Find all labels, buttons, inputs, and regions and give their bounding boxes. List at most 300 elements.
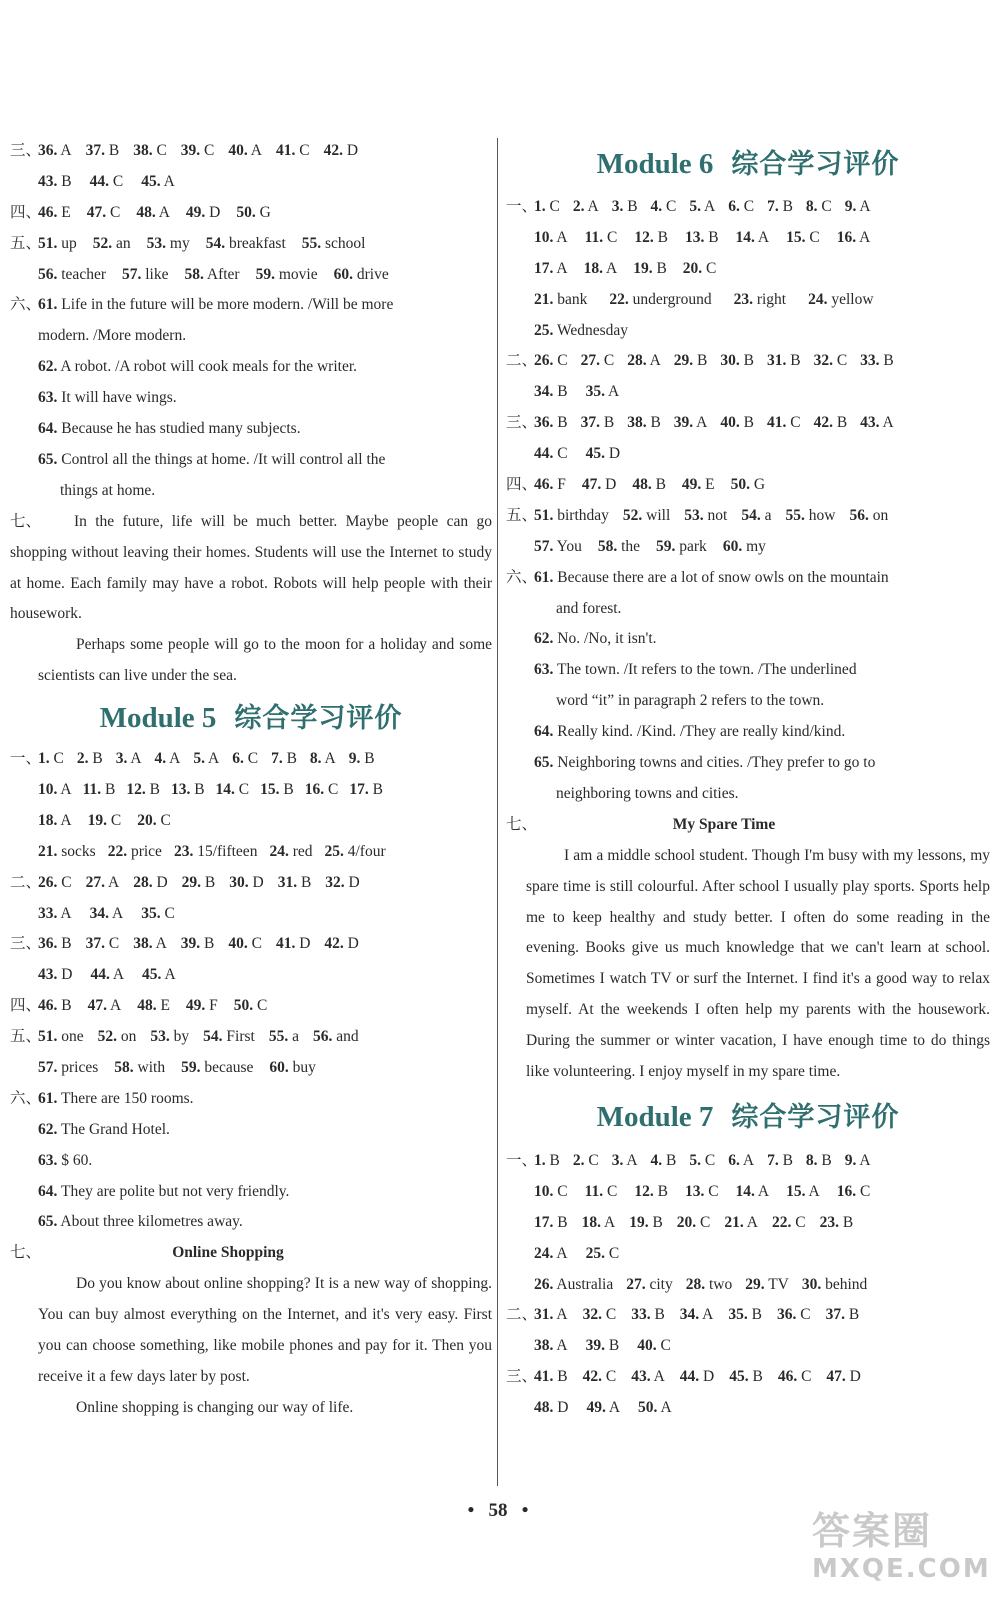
answer-item xyxy=(745,1270,789,1301)
question-number: 53. xyxy=(146,234,167,252)
answer-text: $ 60. xyxy=(61,1151,93,1169)
question-number: 57. xyxy=(122,265,142,283)
answer-value: the xyxy=(617,537,641,555)
answer-item xyxy=(612,1146,638,1177)
answer-value: C xyxy=(156,811,171,829)
answer-item xyxy=(206,229,286,260)
answer-value: A xyxy=(604,383,620,401)
right-column xyxy=(506,136,990,1424)
question-number: 27. xyxy=(626,1275,646,1293)
question-number: 10. xyxy=(38,781,58,799)
m7-sec1-row-3 xyxy=(506,1208,990,1239)
answer-item xyxy=(186,198,220,229)
answer-text: Neighboring towns and cities. /They prefer to go to xyxy=(557,754,876,772)
answer-value: B xyxy=(651,476,666,494)
answer-list xyxy=(534,476,781,493)
m6-q65 xyxy=(506,748,990,779)
answer-value: city xyxy=(645,1275,673,1293)
answer-item xyxy=(38,260,106,291)
answer-value: because xyxy=(200,1059,254,1077)
question-number: 22. xyxy=(107,842,128,860)
answer-item xyxy=(631,1300,665,1331)
answer-value: A xyxy=(856,1151,871,1169)
answer-value: D xyxy=(344,873,360,891)
question-number: 32. xyxy=(582,1306,602,1324)
m5-sec5-row xyxy=(10,1022,492,1053)
question-number: 48. xyxy=(534,1399,554,1417)
answer-value: TV xyxy=(764,1275,789,1293)
answer-value: D xyxy=(601,476,617,494)
answer-value: C xyxy=(57,873,72,891)
answer-item xyxy=(182,868,216,899)
answer-item xyxy=(38,775,72,806)
answer-value: A xyxy=(106,997,122,1015)
question-number: 41. xyxy=(766,414,787,432)
answer-value: C xyxy=(247,935,262,953)
question-number: 39. xyxy=(180,935,201,953)
question-number: 31. xyxy=(766,352,787,370)
question-number: 13. xyxy=(170,781,191,799)
essay-title: Online Shopping xyxy=(172,1244,284,1262)
answer-item xyxy=(305,775,339,806)
question-number: 36. xyxy=(38,142,58,159)
answer-value: B xyxy=(360,750,375,768)
answer-value: B xyxy=(650,1306,665,1324)
question-number: 65. xyxy=(534,754,554,772)
answer-value: C xyxy=(295,142,310,159)
answer-item xyxy=(232,744,258,775)
question-number: 49. xyxy=(185,203,206,221)
answer-value: B xyxy=(279,781,294,799)
answer-item xyxy=(680,1300,714,1331)
question-number: 43. xyxy=(860,414,880,432)
answer-value: will xyxy=(642,506,671,524)
answer-text: Life in the future will be more modern. /Will be more xyxy=(61,296,394,314)
answer-item xyxy=(114,1053,165,1084)
m7-sec2-row xyxy=(506,1300,990,1331)
question-number: 49. xyxy=(185,997,206,1015)
question-number: 25. xyxy=(534,321,554,339)
answer-value: B xyxy=(844,1306,860,1324)
answer-item xyxy=(814,408,848,439)
answer-item xyxy=(808,285,873,316)
question-number: 24. xyxy=(808,290,828,308)
answer-value: A xyxy=(152,935,167,953)
answer-value: A xyxy=(166,750,181,768)
answer-value: A xyxy=(657,1399,672,1417)
answer-item xyxy=(720,408,754,439)
answer-item xyxy=(627,408,661,439)
answer-item xyxy=(87,198,121,229)
answer-value: with xyxy=(133,1059,166,1077)
answer-value: A xyxy=(743,1213,758,1231)
answer-item xyxy=(585,1177,618,1208)
page-number-value: 58 xyxy=(488,1500,508,1521)
answer-value: C xyxy=(696,1213,711,1231)
answer-item xyxy=(623,501,670,532)
answer-value: B xyxy=(739,352,754,370)
section-marker: 五、 xyxy=(10,234,42,252)
answer-item xyxy=(586,1331,620,1362)
question-number: 39. xyxy=(180,142,201,159)
m5-sec1-row-4 xyxy=(10,837,492,868)
question-number: 60. xyxy=(722,537,743,555)
answer-item xyxy=(612,192,638,223)
answer-list xyxy=(534,383,637,400)
question-number: 22. xyxy=(771,1213,792,1231)
section-marker: 一、 xyxy=(506,198,538,215)
question-number: 20. xyxy=(682,259,703,277)
m4-q63 xyxy=(10,383,492,414)
m7-sec1-row-4 xyxy=(506,1239,990,1270)
answer-item xyxy=(534,1331,568,1362)
answer-item xyxy=(38,229,77,260)
answer-item xyxy=(638,1393,672,1424)
answer-item xyxy=(313,1022,359,1053)
answer-item xyxy=(680,1362,714,1393)
question-number: 28. xyxy=(133,873,153,891)
answer-value: A xyxy=(856,198,871,215)
answer-item xyxy=(634,1177,668,1208)
answer-value: park xyxy=(675,537,707,555)
question-number: 14. xyxy=(735,228,755,246)
answer-item xyxy=(683,254,717,285)
answer-item xyxy=(260,775,294,806)
answer-item xyxy=(38,167,72,198)
question-number: 9. xyxy=(348,750,361,768)
question-number: 19. xyxy=(633,259,653,277)
question-number: 43. xyxy=(38,966,58,984)
question-number: 37. xyxy=(825,1306,845,1324)
answer-item xyxy=(534,285,587,316)
section-marker: 一、 xyxy=(10,750,42,768)
answer-value: C xyxy=(796,1306,811,1324)
answer-value: B xyxy=(832,414,848,432)
m4-sec5-row xyxy=(10,229,492,260)
answer-value: B xyxy=(101,781,116,799)
answer-item xyxy=(637,1331,671,1362)
answer-item xyxy=(38,899,72,930)
answer-value: B xyxy=(704,228,719,246)
question-number: 6. xyxy=(728,1151,740,1169)
answer-value: C xyxy=(553,352,568,370)
answer-list xyxy=(38,142,372,159)
m4-sec3-row-2 xyxy=(10,167,492,198)
question-number: 65. xyxy=(38,450,58,468)
question-number: 47. xyxy=(86,203,107,221)
answer-item xyxy=(171,775,205,806)
answer-value: A xyxy=(602,259,618,277)
answer-value: B xyxy=(190,781,205,799)
answer-value: D xyxy=(343,935,359,953)
m5-q65 xyxy=(10,1207,492,1238)
answer-value: C xyxy=(234,781,250,799)
watermark-text: 答案圈 xyxy=(812,1509,933,1553)
section-marker: 七、 xyxy=(10,1244,42,1262)
answer-value: B xyxy=(653,228,668,246)
m6-sec1-row-4 xyxy=(506,285,990,316)
question-number: 38. xyxy=(534,1337,554,1355)
section-marker: 四、 xyxy=(506,476,538,494)
answer-item xyxy=(728,1146,754,1177)
answer-value: B xyxy=(599,414,615,432)
answer-list xyxy=(38,874,374,891)
question-number: 64. xyxy=(534,723,554,741)
m5-q63 xyxy=(10,1146,492,1177)
answer-value: B xyxy=(838,1213,854,1231)
answer-value: G xyxy=(255,203,271,221)
answer-list xyxy=(38,966,194,983)
section-marker: 六、 xyxy=(506,568,538,586)
answer-value: one xyxy=(57,1028,84,1046)
question-number: 5. xyxy=(193,750,205,768)
answer-list xyxy=(38,935,373,952)
answer-item xyxy=(86,868,120,899)
question-number: 50. xyxy=(236,203,256,221)
question-number: 56. xyxy=(312,1028,333,1046)
answer-text: Control all the things at home. /It will control all the xyxy=(61,450,386,468)
answer-value: Australia xyxy=(553,1275,614,1293)
answer-list xyxy=(534,229,887,246)
answer-value: red xyxy=(288,842,313,860)
question-number: 38. xyxy=(133,935,153,953)
answer-value: A xyxy=(553,1337,568,1355)
answer-item xyxy=(256,260,318,291)
answer-value: F xyxy=(205,997,218,1015)
m6-sec2-row-2 xyxy=(506,377,990,408)
question-number: 63. xyxy=(38,389,58,407)
answer-item xyxy=(141,899,175,930)
answer-value: B xyxy=(604,1337,620,1355)
question-number: 42. xyxy=(323,142,343,159)
answer-value: B xyxy=(57,935,72,953)
answer-item xyxy=(736,223,770,254)
answer-item xyxy=(534,439,568,470)
m6-q61-cont xyxy=(506,594,990,625)
answer-value: C xyxy=(553,1182,568,1200)
answer-value: D xyxy=(152,873,168,891)
question-number: 65. xyxy=(38,1213,58,1231)
question-number: 29. xyxy=(673,352,694,370)
question-number: 33. xyxy=(631,1306,651,1324)
answer-item xyxy=(772,1208,806,1239)
answer-value: drive xyxy=(352,265,389,283)
answer-item xyxy=(269,837,312,868)
answer-item xyxy=(534,1393,568,1424)
answer-item xyxy=(116,744,142,775)
answer-value: B xyxy=(201,873,216,891)
question-number: 40. xyxy=(228,142,248,159)
answer-text: It will have wings. xyxy=(61,389,177,407)
question-number: 59. xyxy=(181,1059,201,1077)
question-number: 60. xyxy=(333,265,353,283)
question-number: 38. xyxy=(627,414,647,432)
answer-item xyxy=(767,408,801,439)
question-number: 33. xyxy=(38,904,58,922)
m7-sec3-row-2 xyxy=(506,1393,990,1424)
answer-item xyxy=(325,837,386,868)
question-number: 37. xyxy=(85,142,105,159)
question-number: 46. xyxy=(38,997,58,1015)
answer-item xyxy=(731,470,765,501)
m5-q64 xyxy=(10,1177,492,1208)
m4-sec3-row xyxy=(10,136,492,167)
answer-value: A xyxy=(739,1151,755,1169)
answer-item xyxy=(90,899,124,930)
answer-item xyxy=(534,316,628,347)
answer-value: behind xyxy=(821,1275,868,1293)
answer-item xyxy=(38,991,72,1022)
question-number: 54. xyxy=(205,234,226,252)
answer-list xyxy=(38,843,398,860)
answer-item xyxy=(38,960,72,991)
answer-value: A xyxy=(584,198,599,215)
answer-item xyxy=(534,346,568,377)
question-number: 53. xyxy=(684,506,704,524)
answer-item xyxy=(147,229,190,260)
column-divider xyxy=(497,138,498,1486)
question-number: 27. xyxy=(580,352,600,370)
question-number: 8. xyxy=(805,198,818,215)
question-number: 20. xyxy=(676,1213,697,1231)
answer-value: not xyxy=(703,506,728,524)
question-number: 62. xyxy=(38,1120,58,1138)
question-number: 24. xyxy=(534,1244,554,1262)
answer-text: Really kind. /Kind. /They are really kind/kind. xyxy=(557,723,846,741)
question-number: 4. xyxy=(650,198,663,215)
answer-text: and forest. xyxy=(556,599,622,617)
answer-list xyxy=(38,204,287,221)
answer-value: C xyxy=(797,1368,812,1386)
question-number: 28. xyxy=(685,1275,706,1293)
answer-text: There are 150 rooms. xyxy=(60,1089,194,1107)
answer-value: buy xyxy=(288,1059,316,1077)
m7-sec1-row xyxy=(506,1146,990,1177)
answer-value: C xyxy=(108,172,124,190)
answer-value: C xyxy=(856,1182,871,1200)
answer-value: B xyxy=(553,383,568,401)
m6-sec5-row-2 xyxy=(506,532,990,563)
m4-q65 xyxy=(10,445,492,476)
answer-item xyxy=(728,1300,762,1331)
m6-sec5-row xyxy=(506,501,990,532)
question-number: 14. xyxy=(735,1182,755,1200)
question-number: 13. xyxy=(684,1182,705,1200)
question-number: 52. xyxy=(622,506,643,524)
question-number: 45. xyxy=(141,172,161,190)
question-number: 61. xyxy=(534,568,554,586)
answer-item xyxy=(534,192,560,223)
answer-value: 15/fifteen xyxy=(193,842,258,860)
question-number: 7. xyxy=(767,198,779,215)
answer-item xyxy=(181,136,215,167)
answer-value: A xyxy=(57,781,72,799)
answer-list xyxy=(38,235,381,252)
answer-item xyxy=(38,198,71,229)
answer-value: After xyxy=(203,265,240,283)
answer-text: They are polite but not very friendly. xyxy=(60,1182,290,1200)
answer-item xyxy=(133,136,167,167)
answer-text: modern. /More modern. xyxy=(38,327,187,345)
answer-value: C xyxy=(662,198,677,215)
answer-item xyxy=(269,1022,299,1053)
answer-list xyxy=(534,507,902,524)
answer-item xyxy=(534,1362,568,1393)
answer-item xyxy=(133,868,167,899)
answer-value: C xyxy=(817,198,832,215)
answer-item xyxy=(837,223,871,254)
answer-value: B xyxy=(88,750,103,768)
question-number: 62. xyxy=(534,630,554,648)
answer-value: prices xyxy=(57,1059,99,1077)
answer-text: The Grand Hotel. xyxy=(60,1120,170,1138)
question-number: 23. xyxy=(173,842,194,860)
answer-value: B xyxy=(57,172,72,190)
answer-text: About three kilometres away. xyxy=(60,1213,243,1231)
answer-value: B xyxy=(145,781,160,799)
answer-value: C xyxy=(603,1182,618,1200)
answer-value: D xyxy=(295,935,311,953)
question-number: 36. xyxy=(38,935,58,953)
question-number: 23. xyxy=(819,1213,839,1231)
answer-list xyxy=(534,1183,887,1200)
answer-item xyxy=(276,136,310,167)
answer-item xyxy=(534,1177,568,1208)
question-number: 23. xyxy=(733,290,753,308)
question-number: 17. xyxy=(534,1213,554,1231)
question-number: 3. xyxy=(611,198,624,215)
question-number: 47. xyxy=(826,1368,846,1386)
answer-value: C xyxy=(603,228,618,246)
answer-list xyxy=(534,1306,874,1323)
answer-item xyxy=(534,223,568,254)
question-number: 54. xyxy=(741,506,761,524)
answer-value: a xyxy=(760,506,772,524)
answer-value: B xyxy=(778,198,793,215)
answer-item xyxy=(38,837,96,868)
answer-value: socks xyxy=(57,842,96,860)
m6-sec1-row xyxy=(506,192,990,223)
m5-sec1-row xyxy=(10,744,492,775)
question-number: 61. xyxy=(38,1089,58,1107)
answer-list xyxy=(534,260,732,277)
question-number: 2. xyxy=(572,1151,585,1169)
answer-value: C xyxy=(584,1151,599,1169)
answer-value: up xyxy=(57,234,77,252)
m5-sec7-title-row xyxy=(10,1238,492,1269)
question-number: 48. xyxy=(137,997,157,1015)
question-number: 31. xyxy=(277,873,298,891)
answer-item xyxy=(137,991,170,1022)
answer-list xyxy=(38,266,405,283)
answer-item xyxy=(767,1146,793,1177)
answer-value: C xyxy=(152,142,167,159)
m5-essay-p2: Online shopping is changing our way of life. xyxy=(76,1398,354,1416)
answer-value: C xyxy=(601,1368,617,1386)
answer-value: C xyxy=(324,781,339,799)
answer-item xyxy=(310,744,336,775)
question-number: 8. xyxy=(805,1151,818,1169)
answer-item xyxy=(90,960,124,991)
question-number: 46. xyxy=(534,476,554,494)
answer-item xyxy=(581,408,615,439)
m7-sec1-row-5 xyxy=(506,1270,990,1301)
answer-value: by xyxy=(169,1028,190,1046)
answer-list xyxy=(38,905,193,922)
answer-value: on xyxy=(868,506,889,524)
question-number: 45. xyxy=(585,445,605,463)
module-6-title xyxy=(506,136,990,192)
